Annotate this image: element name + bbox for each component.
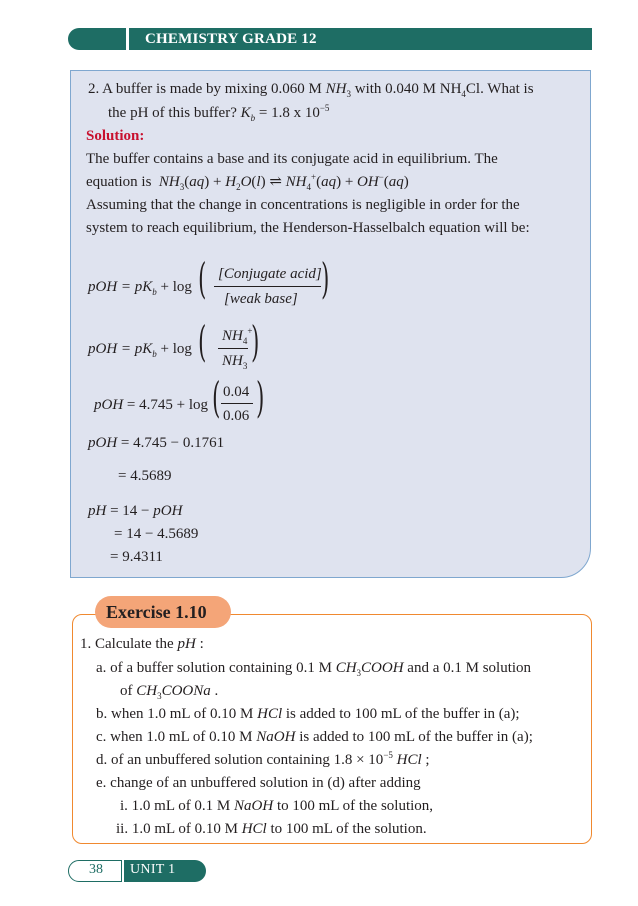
numerator-nh4: $NH_4^+$ (222, 326, 253, 346)
numerator-0.04: 0.04 (223, 384, 250, 400)
ph-formula: pH = 14 − pOH (88, 503, 183, 519)
solution-text-4: system to reach equilibrium, the Henderson-Hasselbalch equation will be: (86, 220, 530, 236)
exercise-item-e-i: i. 1.0 mL of 0.1 M NaOH to 100 mL of the solution, (120, 798, 434, 814)
unit-tab (124, 860, 206, 882)
exercise-item-d: d. of an unbuffered solution containing $1.8 \times 10^{-5}$ HCl ; (96, 750, 430, 768)
exercise-item-e: e. change of an unbuffered solution in (d) after adding (96, 775, 421, 791)
question-line-1: 2. A buffer is made by mixing 0.060 M $NH_3$ with 0.040 M $NH_4Cl$. What is (88, 81, 534, 99)
question-line-2: the pH of this buffer? $K_b = 1.8$ x $10^{-5}$ (108, 103, 330, 123)
equilibrium-equation: equation is $NH_3(aq) + H_2O(l)$ ⇌ $NH_4^+(aq) + OH^-(aq)$ (86, 172, 409, 192)
page-number-tab (68, 860, 122, 882)
hh-equation-lhs: pOH = $pK_b + \log$ (88, 279, 192, 297)
exercise-question-1: 1. Calculate the pH : (80, 636, 204, 652)
ph-step: = 14 − 4.5689 (114, 526, 199, 542)
denominator-weak-base: [weak base] (224, 291, 298, 307)
header-tab-left (68, 28, 126, 50)
left-paren: ( (198, 254, 207, 303)
left-paren: ( (212, 373, 221, 422)
denominator-0.06: 0.06 (223, 408, 250, 424)
poh-result: = 4.5689 (118, 468, 172, 484)
unit-label: UNIT 1 (130, 862, 176, 877)
fraction-bar (221, 403, 253, 404)
page-header-title: CHEMISTRY GRADE 12 (145, 31, 317, 47)
solution-label: Solution: (86, 128, 145, 144)
exercise-title: Exercise 1.10 (106, 602, 207, 622)
right-paren: ) (251, 317, 260, 366)
hh-equation-2-lhs: pOH = $pK_b + \log$ (88, 341, 192, 359)
exercise-item-a: a. of a buffer solution containing 0.1 M $CH_3COOH$ and a 0.1 M solution (96, 660, 532, 678)
right-paren: ) (321, 254, 330, 303)
ph-result: = 9.4311 (110, 549, 163, 565)
left-paren: ( (198, 317, 207, 366)
exercise-item-a-cont: of $CH_3COONa$ . (120, 683, 219, 701)
exercise-item-c: c. when 1.0 mL of 0.10 M NaOH is added to 100 mL of the buffer in (a); (96, 729, 533, 745)
exercise-item-e-ii: ii. 1.0 mL of 0.10 M HCl to 100 mL of the solution. (116, 821, 427, 837)
fraction-bar (218, 348, 248, 349)
right-paren: ) (256, 373, 265, 422)
hh-equation-3-lhs: pOH = 4.745 + log (94, 397, 209, 413)
denominator-nh3: $NH_3$ (222, 353, 248, 371)
solution-text-1: The buffer contains a base and its conjugate acid in equilibrium. The (86, 151, 498, 167)
page-number: 38 (89, 862, 103, 877)
solution-text-3: Assuming that the change in concentrations is negligible in order for the (86, 197, 520, 213)
poh-step: pOH = 4.745 − 0.1761 (88, 435, 225, 451)
exercise-item-b: b. when 1.0 mL of 0.10 M HCl is added to 100 mL of the buffer in (a); (96, 706, 520, 722)
numerator-conjugate-acid: [Conjugate acid] (218, 266, 322, 282)
fraction-bar (214, 286, 321, 287)
